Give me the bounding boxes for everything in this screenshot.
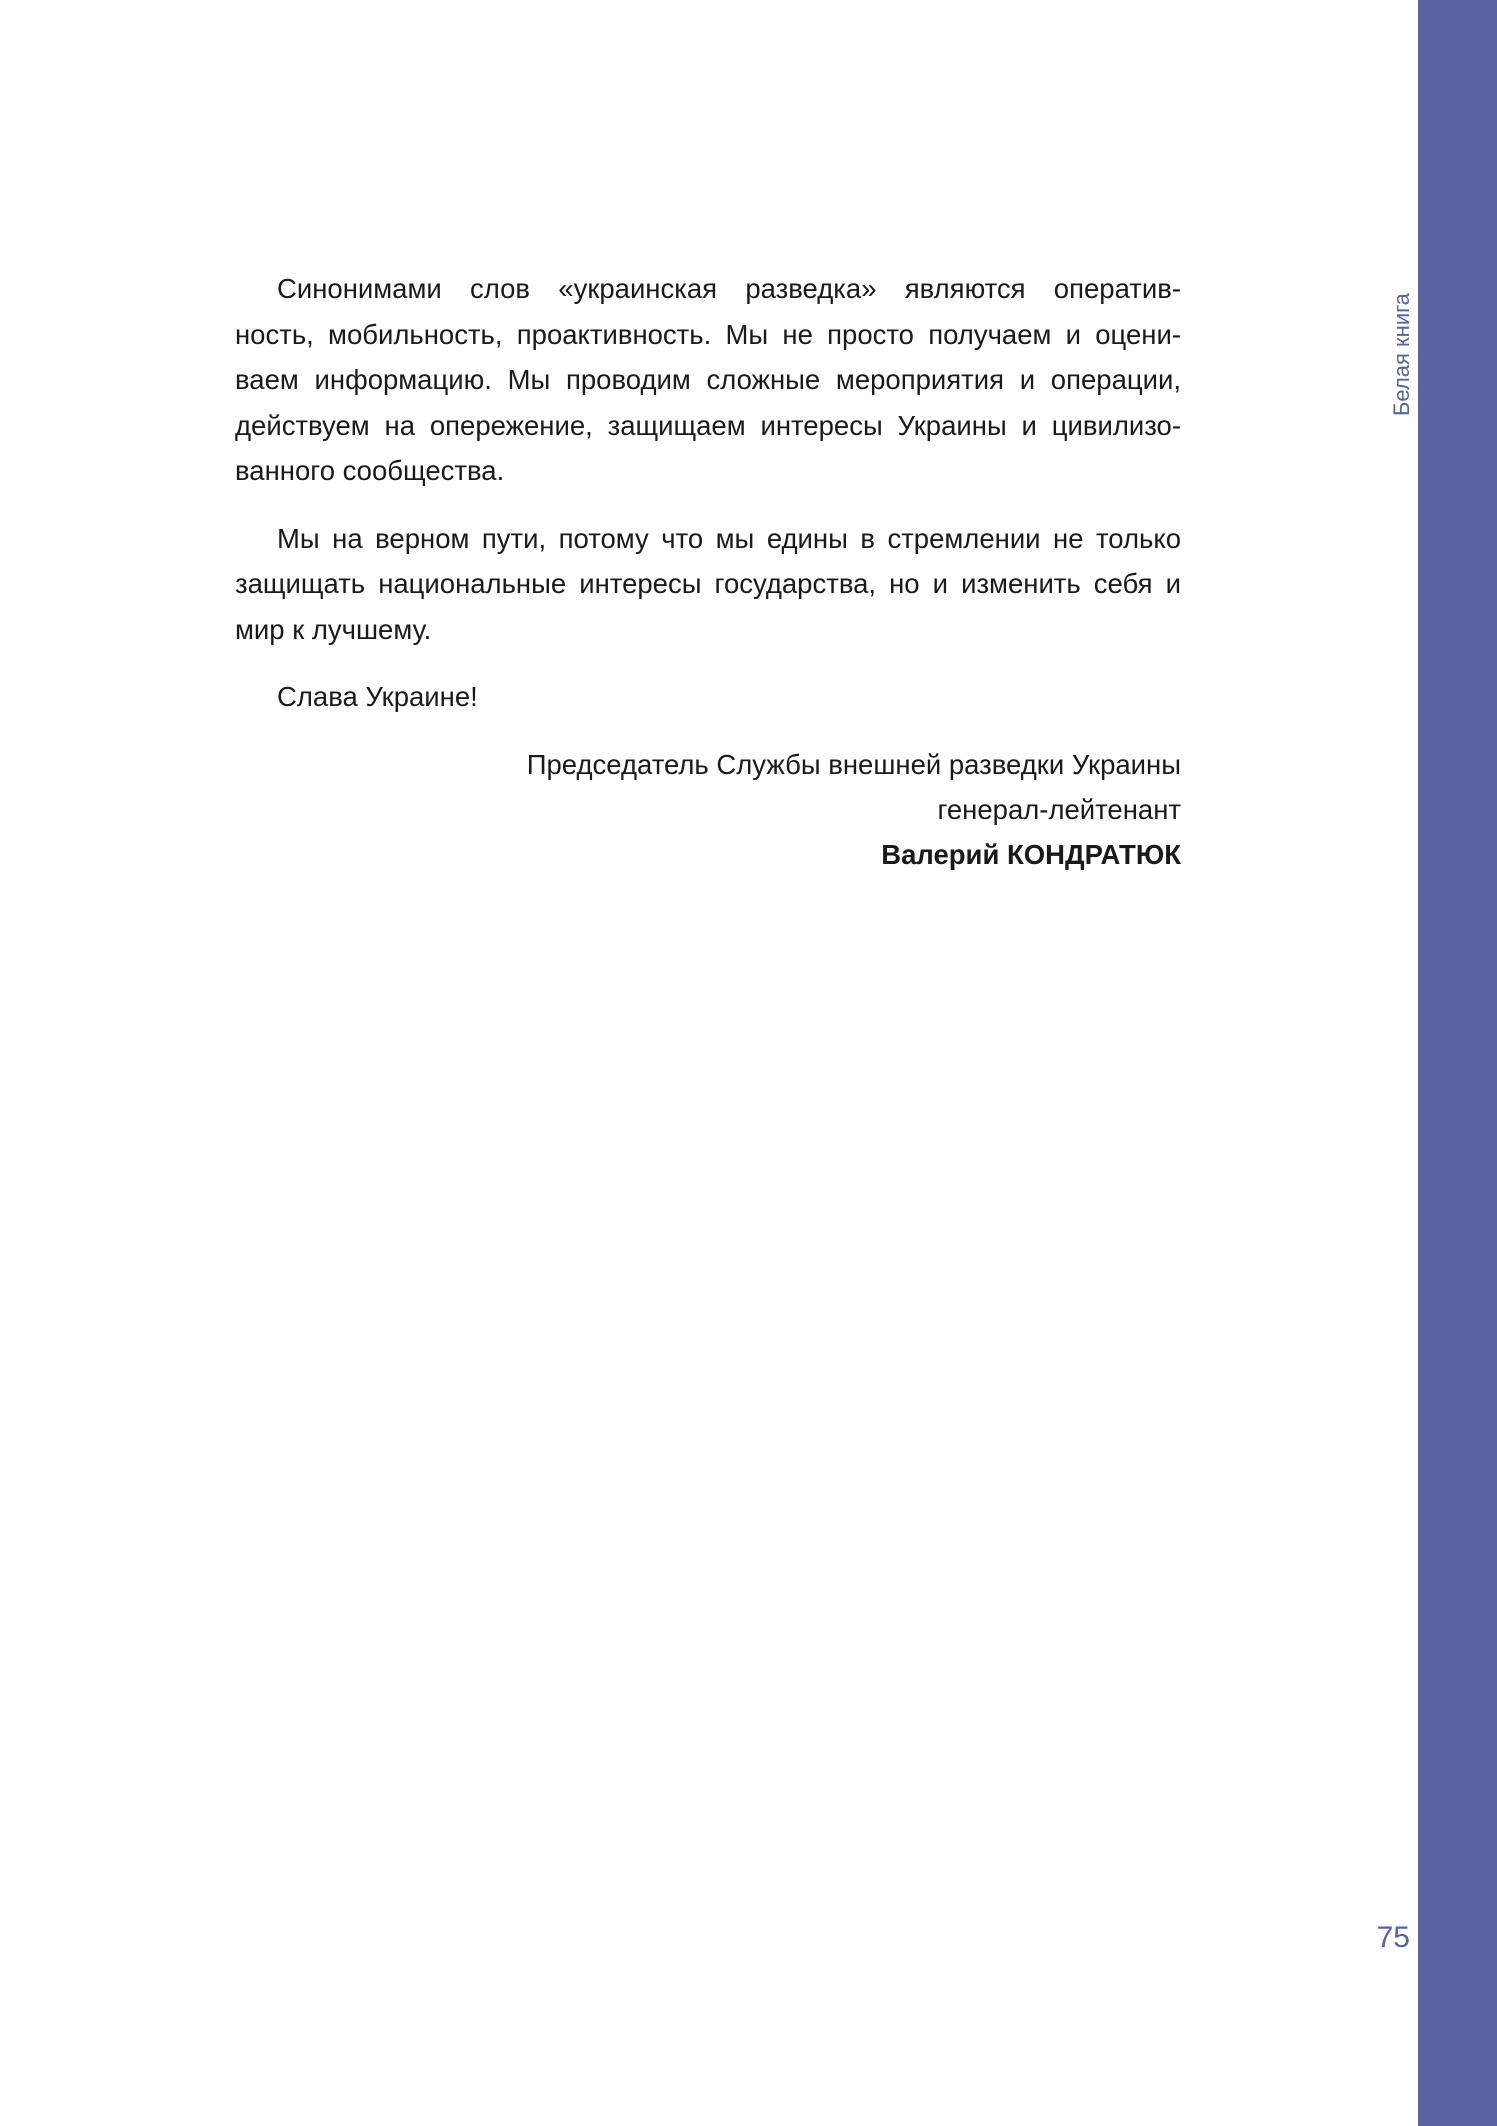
signature-position: Председатель Службы внешней разведки Украины (526, 748, 1181, 780)
running-title: Белая книга (1389, 293, 1414, 416)
side-color-band (1418, 0, 1497, 2126)
paragraph-1 (235, 266, 1181, 494)
paragraph-2-line: Мы на верном пути, потому что мы едины в стремлении не только (277, 522, 1181, 554)
signature-rank: генерал-лейтенант (937, 793, 1181, 825)
paragraph-1-line: ность, мобильность, проактивность. Мы не просто получаем и оцени- (235, 318, 1181, 350)
paragraph-1-line: Синонимами слов «украинская разведка» являются оператив- (277, 273, 1181, 304)
paragraph-1-line: действуем на опережение, защищаем интересы Украины и цивилизо- (235, 409, 1181, 441)
paragraph-2-line: защищать национальные интересы государства, но и изменить себя и (235, 568, 1181, 599)
page-body (235, 266, 1181, 877)
signature-block (235, 742, 1181, 877)
page-number: 75 (1376, 1921, 1410, 1954)
paragraph-3 (235, 674, 1181, 720)
paragraph-2-line: мир к лучшему. (235, 613, 432, 645)
paragraph-1-line: ванного сообщества. (235, 455, 505, 486)
paragraph-2 (235, 516, 1181, 653)
closing-slogan: Слава Украине! (277, 681, 478, 712)
paragraph-1-line: ваем информацию. Мы проводим сложные мероприятия и операции, (235, 364, 1181, 395)
signature-name: Валерий КОНДРАТЮК (881, 838, 1181, 870)
